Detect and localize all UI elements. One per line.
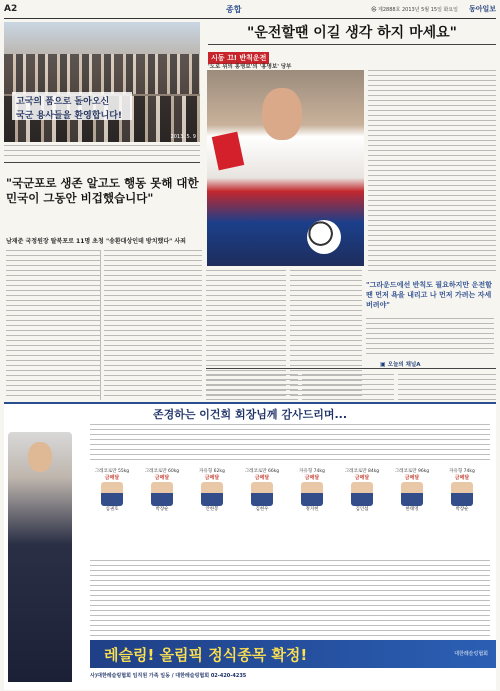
photo-date: 2013. 5. 9 <box>170 134 196 140</box>
olympic-headline: 레슬링! 올림픽 정식종목 확정! <box>104 646 308 664</box>
ad-body-text <box>90 424 490 464</box>
red-card-icon <box>212 132 245 171</box>
ad-footer: 사)대한레슬링협회 임직원 가족 일동 / 대한레슬링협회 02-420-4235 <box>90 673 247 679</box>
medalist-card: 자유형 74kg 금메달 정지현 <box>299 469 325 512</box>
photo-caption <box>4 145 200 159</box>
athlete-photo <box>251 482 273 506</box>
newspaper-logo: 동아일보 <box>468 5 496 13</box>
article-column-5 <box>368 70 496 275</box>
page-number: A2 <box>4 4 18 14</box>
athlete-photo <box>201 482 223 506</box>
issue-date: ㉿ 제2888호 2013년 5월 15일 화요일 <box>371 7 458 13</box>
article-column-1 <box>6 250 100 400</box>
athlete-photo <box>351 482 373 506</box>
soccer-ball-icon <box>307 220 341 254</box>
tv-icon: ▣ <box>380 361 388 368</box>
column-divider <box>100 250 101 400</box>
olympic-banner <box>90 640 496 668</box>
pull-quote: "그라운드에선 반칙도 필요하지만 운전할 땐 먼저 욕을 내리고 나 먼저 가려는 자세 버려야" <box>366 281 492 309</box>
medalist-card: 자유형 62kg 금메달 안한봉 <box>199 469 225 512</box>
article-column-6 <box>366 318 494 356</box>
brief-1 <box>206 374 298 400</box>
divider <box>208 44 496 45</box>
section-title: 종합 <box>226 5 242 14</box>
medalist-card: 그레코로만 66kg 금메달 김현우 <box>244 469 280 512</box>
ad-title: 존경하는 이건희 회장님께 감사드리며... <box>152 408 348 421</box>
divider <box>4 162 200 163</box>
athlete-photo <box>401 482 423 506</box>
veterans-subhead: 남재준 국정원장 탈북포로 11명 초청 "송환대상인데 방치했다" 사죄 <box>6 238 186 245</box>
chairman-photo <box>8 432 72 682</box>
brief-3 <box>398 374 496 400</box>
athlete-photo <box>101 482 123 506</box>
hong-headline: "운전할땐 이길 생각 하지 마세요" <box>247 25 457 41</box>
hong-photo <box>207 70 364 266</box>
channel-a-label <box>380 360 421 368</box>
medalist-card: 그레코로만 60kg 금메달 박장순 <box>144 469 180 512</box>
campaign-tag: 시동 끄! 반칙운전 <box>208 52 269 64</box>
campaign-subtitle: '도로 위의 홍명보'의 '홍명보' 당부 <box>208 64 292 70</box>
athlete-photo <box>451 482 473 506</box>
overlay-line-1: 고국의 품으로 돌아오신 <box>16 97 110 107</box>
olympic-sponsor: 대한레슬링협회 <box>454 651 488 657</box>
athlete-photo <box>301 482 323 506</box>
article-column-2 <box>104 250 202 400</box>
medalist-card: 그레코로만 55kg 금메달 심권호 <box>94 469 130 512</box>
channel-a-text: 오늘의 채널A <box>387 362 421 368</box>
photo-overlay-banner <box>12 92 132 120</box>
overlay-line-2: 국군 용사들을 환영합니다! <box>16 111 123 121</box>
brief-2 <box>302 374 394 400</box>
veterans-headline: "국군포로 생존 알고도 행동 못해 대한민국이 그동안 비겁했습니다" <box>6 176 199 205</box>
medalist-card: 그레코로만 84kg 금메달 김인섭 <box>344 469 380 512</box>
veterans-photo <box>4 22 200 142</box>
divider <box>206 368 496 369</box>
medalist-card: 자유형 74kg 금메달 박장순 <box>449 469 475 512</box>
athlete-photo <box>151 482 173 506</box>
page-header <box>4 2 496 19</box>
ad-closing-text <box>90 560 490 636</box>
medalist-card: 그레코로만 96kg 금메달 한태영 <box>394 469 430 512</box>
medalist-grid <box>90 468 490 548</box>
